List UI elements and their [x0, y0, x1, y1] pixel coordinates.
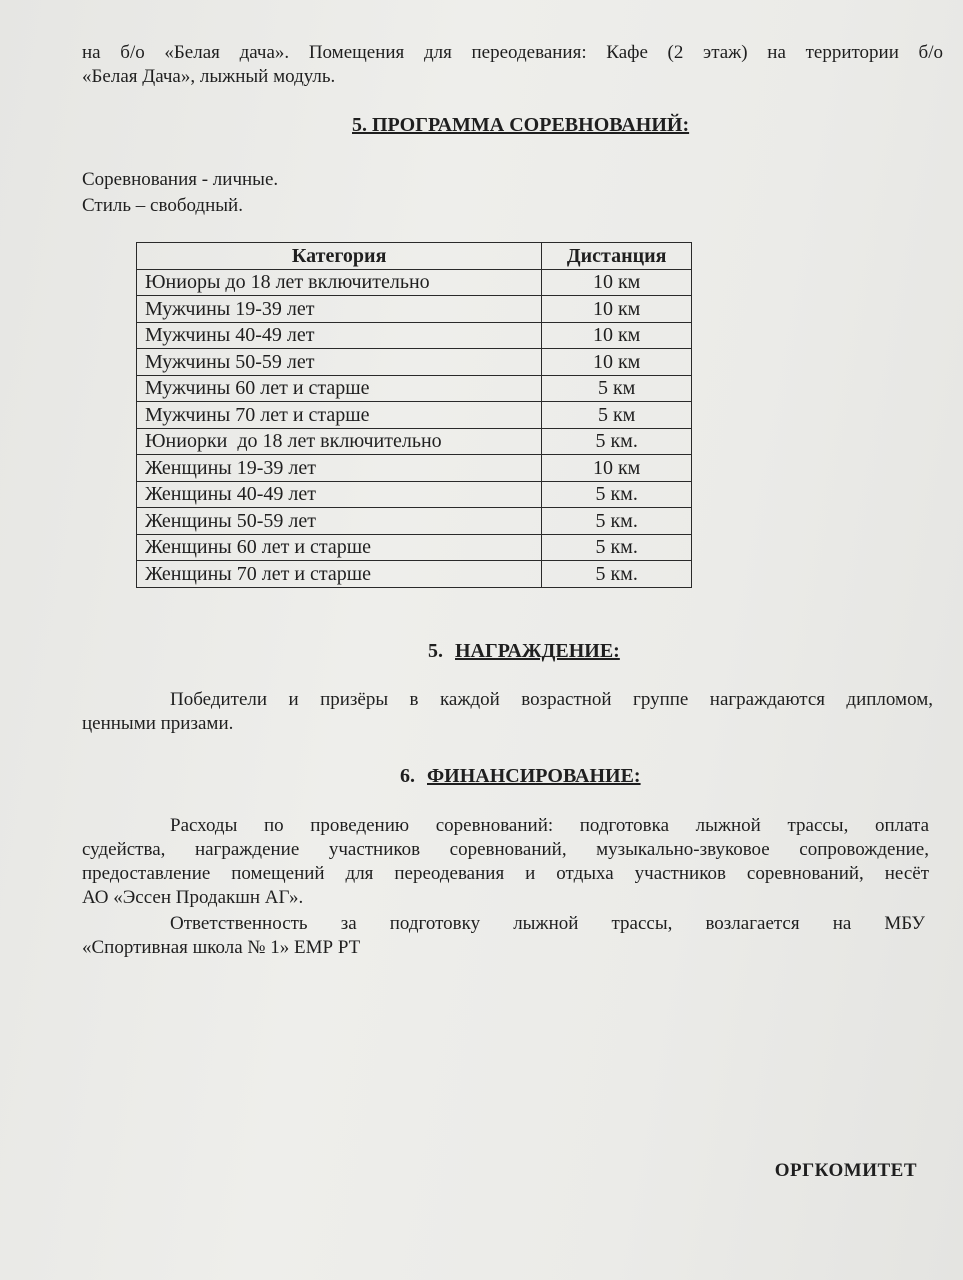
row-distance: 10 км — [542, 322, 692, 349]
financing-line-4: АО «Эссен Продакшн АГ». — [82, 887, 304, 908]
row-category: Мужчины 50-59 лет — [137, 349, 542, 376]
financing-heading — [400, 765, 641, 788]
table-row — [137, 349, 692, 376]
table-row — [137, 561, 692, 588]
row-distance: 10 км — [542, 296, 692, 323]
row-category: Мужчины 19-39 лет — [137, 296, 542, 323]
row-distance: 5 км. — [542, 428, 692, 455]
row-distance: 10 км — [542, 349, 692, 376]
row-category: Мужчины 70 лет и старше — [137, 402, 542, 429]
table-header-row — [137, 243, 692, 270]
table-row — [137, 534, 692, 561]
row-distance: 5 км — [542, 402, 692, 429]
financing-line-2: судейства, награждение участников соревнований, музыкально-звуковое сопровождение, — [82, 839, 929, 860]
awards-number: 5. — [428, 640, 443, 662]
row-distance: 5 км. — [542, 481, 692, 508]
program-title: 5. ПРОГРАММА СОРЕВНОВАНИЙ: — [352, 114, 690, 136]
row-distance: 10 км — [542, 269, 692, 296]
row-category: Юниорки до 18 лет включительно — [137, 428, 542, 455]
program-heading — [352, 114, 689, 137]
financing-line-1: Расходы по проведению соревнований: подготовка лыжной трассы, оплата — [170, 815, 929, 836]
row-distance: 5 км. — [542, 508, 692, 535]
table-row — [137, 322, 692, 349]
financing-line-3: предоставление помещений для переодевания и отдыха участников соревнований, несёт — [82, 863, 929, 884]
responsibility-line-2: «Спортивная школа № 1» ЕМР РТ — [82, 937, 361, 958]
responsibility-line-1: Ответственность за подготовку лыжной трассы, возлагается на МБУ — [170, 913, 925, 934]
row-distance: 5 км. — [542, 534, 692, 561]
intro-paragraph — [82, 41, 943, 89]
awards-heading — [428, 640, 620, 663]
row-category: Женщины 50-59 лет — [137, 508, 542, 535]
organizing-committee-signature: ОРГКОМИТЕТ — [774, 1160, 917, 1181]
table-row — [137, 481, 692, 508]
row-category: Женщины 19-39 лет — [137, 455, 542, 482]
row-category: Женщины 60 лет и старше — [137, 534, 542, 561]
intro-line-1: на б/о «Белая дача». Помещения для переодевания: Кафе (2 этаж) на территории б/о — [82, 42, 943, 63]
table-row — [137, 269, 692, 296]
row-category: Мужчины 60 лет и старше — [137, 375, 542, 402]
row-distance: 10 км — [542, 455, 692, 482]
row-category: Женщины 40-49 лет — [137, 481, 542, 508]
awards-title: НАГРАЖДЕНИЕ: — [455, 640, 620, 662]
table-row — [137, 402, 692, 429]
financing-title: ФИНАНСИРОВАНИЕ: — [427, 765, 641, 787]
intro-line-2: «Белая Дача», лыжный модуль. — [82, 66, 336, 87]
awards-line-2: ценными призами. — [82, 713, 234, 734]
competition-type: Соревнования - личные. — [82, 169, 279, 190]
table-row — [137, 455, 692, 482]
header-distance: Дистанция — [542, 243, 692, 270]
program-info — [82, 167, 278, 219]
table-row — [137, 508, 692, 535]
row-category: Юниоры до 18 лет включительно — [137, 269, 542, 296]
table-row — [137, 375, 692, 402]
categories-table — [136, 242, 692, 588]
table-row — [137, 296, 692, 323]
financing-paragraph-2 — [82, 912, 925, 960]
competition-style: Стиль – свободный. — [82, 195, 243, 216]
row-category: Женщины 70 лет и старше — [137, 561, 542, 588]
row-distance: 5 км. — [542, 561, 692, 588]
row-distance: 5 км — [542, 375, 692, 402]
row-category: Мужчины 40-49 лет — [137, 322, 542, 349]
awards-paragraph — [82, 688, 933, 736]
financing-number: 6. — [400, 765, 415, 787]
table-row — [137, 428, 692, 455]
header-category: Категория — [137, 243, 542, 270]
awards-line-1: Победители и призёры в каждой возрастной группе награждаются дипломом, — [170, 689, 933, 710]
financing-paragraph-1 — [82, 814, 929, 910]
